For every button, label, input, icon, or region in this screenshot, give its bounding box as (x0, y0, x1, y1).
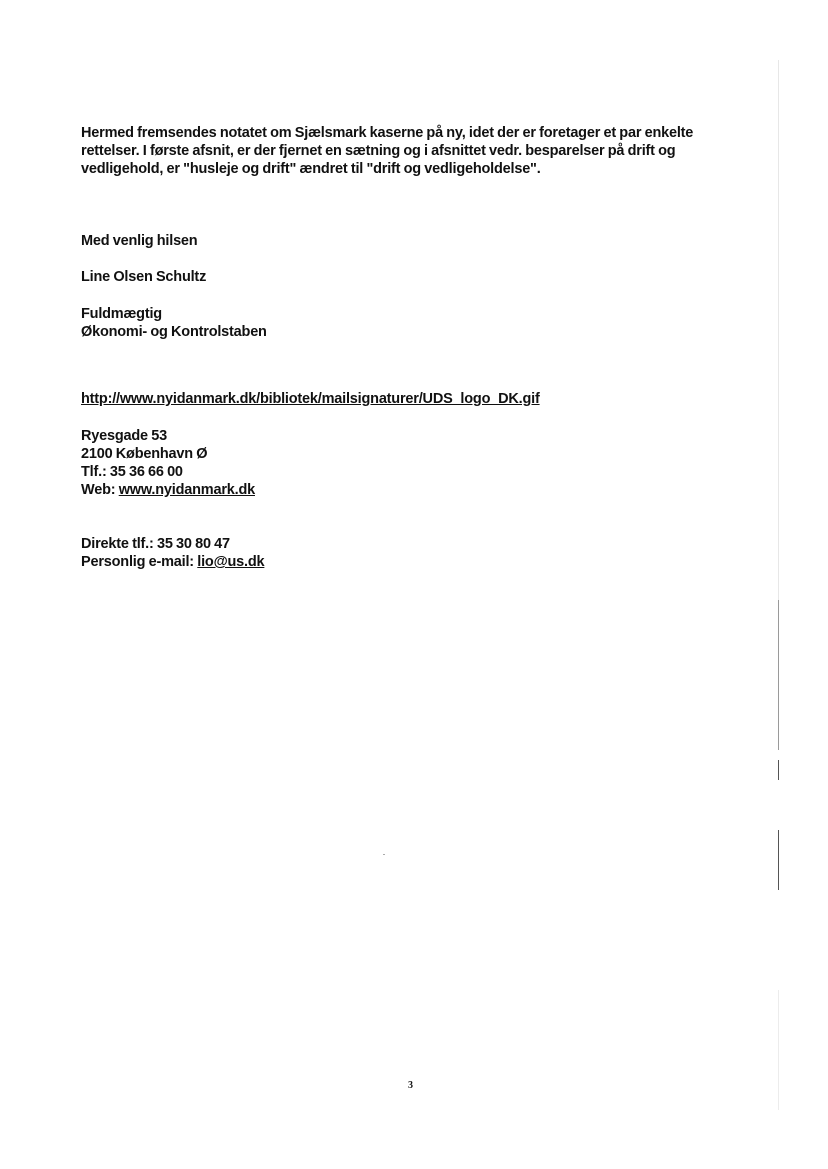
email-label: Personlig e-mail: (81, 554, 198, 570)
direct-contact-block (81, 535, 741, 571)
page-number: 3 (408, 1080, 413, 1091)
sender-name-text: Line Olsen Schultz (81, 269, 207, 285)
address-block (81, 427, 741, 499)
intro-paragraph (81, 124, 741, 178)
intro-line: rettelser. I første afsnit, er der fjernet en sætning og i afsnittet vedr. besparelser på drift og (81, 143, 676, 159)
greeting-text: Med venlig hilsen (81, 233, 198, 249)
scan-edge-line (778, 600, 779, 750)
sender-title-block (81, 305, 741, 341)
address-web (81, 481, 741, 499)
job-title: Fuldmægtig (81, 306, 162, 322)
intro-line: vedligehold, er "husleje og drift" ændret til "drift og vedligeholdelse". (81, 161, 541, 177)
logo-link[interactable]: http://www.nyidanmark.dk/bibliotek/mailsignaturer/UDS_logo_DK.gif (81, 391, 540, 407)
sender-name (81, 268, 741, 286)
email-link[interactable]: lio@us.dk (197, 554, 265, 570)
personal-email (81, 553, 741, 571)
greeting (81, 232, 741, 250)
scan-edge-line (778, 990, 779, 1110)
direct-phone: Direkte tlf.: 35 30 80 47 (81, 536, 230, 552)
web-link[interactable]: www.nyidanmark.dk (118, 482, 255, 498)
scan-edge-line (778, 830, 779, 890)
web-label: Web: (81, 482, 119, 498)
address-phone: Tlf.: 35 36 66 00 (81, 464, 183, 480)
scan-edge-line (778, 760, 779, 780)
address-city: 2100 København Ø (81, 446, 208, 462)
scan-edge-line (778, 60, 779, 620)
logo-link-block (81, 390, 741, 408)
address-street: Ryesgade 53 (81, 428, 167, 444)
scan-speck (383, 854, 385, 855)
department: Økonomi- og Kontrolstaben (81, 324, 267, 340)
intro-line: Hermed fremsendes notatet om Sjælsmark kaserne på ny, idet der er foretager et par enkelte (81, 125, 694, 141)
